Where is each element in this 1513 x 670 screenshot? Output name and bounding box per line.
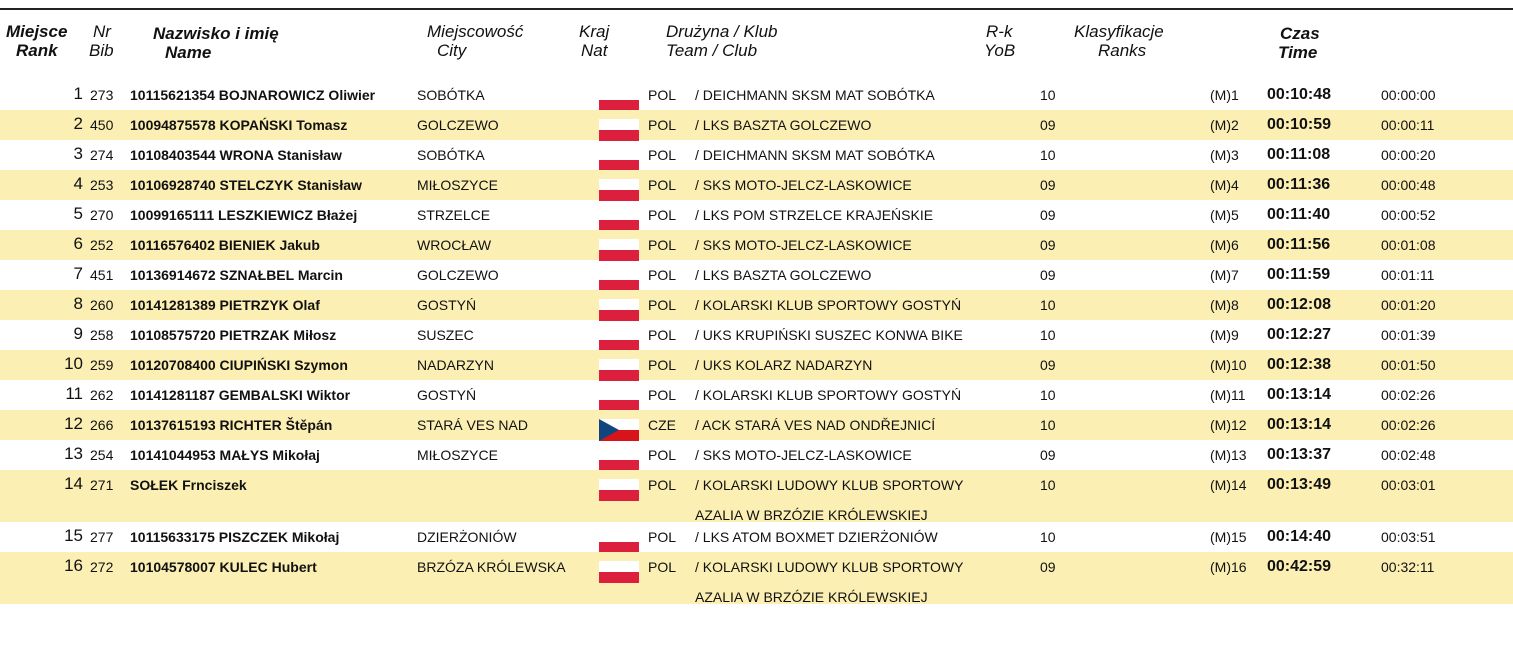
header-team-en: Team / Club: [666, 41, 758, 60]
polish-flag-icon: [599, 149, 639, 171]
nat-cell: CZE: [648, 417, 676, 433]
bib-cell: 254: [90, 447, 114, 463]
yob-cell: 10: [1040, 327, 1056, 343]
table-row: [0, 350, 1513, 380]
czech-flag-icon: [599, 419, 639, 441]
time-cell: 00:11:56: [1267, 236, 1331, 253]
team-cell: / LKS BASZTA GOLCZEWO: [695, 117, 872, 133]
polish-flag-icon: [599, 449, 639, 471]
city-cell: GOSTYŃ: [417, 387, 477, 403]
nat-cell: POL: [648, 559, 677, 575]
time-cell: 00:12:38: [1267, 356, 1332, 373]
yob-cell: 10: [1040, 529, 1056, 545]
bib-cell: 272: [90, 559, 114, 575]
gap-cell: 00:00:20: [1381, 147, 1436, 163]
city-cell: BRZÓZA KRÓLEWSKA: [417, 559, 566, 575]
time-cell: 00:42:59: [1267, 558, 1332, 575]
polish-flag-icon: [599, 531, 639, 553]
nat-cell: POL: [648, 237, 677, 253]
rank-cell: 7: [73, 264, 83, 283]
yob-cell: 09: [1040, 357, 1056, 373]
header-ranks-pl: Klasyfikacje: [1074, 22, 1164, 41]
gap-cell: 00:01:20: [1381, 297, 1436, 313]
rank-cell: 2: [73, 114, 83, 133]
team-cell: / KOLARSKI LUDOWY KLUB SPORTOWY: [695, 559, 964, 575]
category-rank-cell: (M)11: [1210, 387, 1246, 403]
nat-cell: POL: [648, 297, 677, 313]
yob-cell: 09: [1040, 559, 1056, 575]
bib-cell: 266: [90, 417, 114, 433]
nat-cell: POL: [648, 147, 677, 163]
rank-cell: 11: [65, 384, 83, 403]
name-cell: 10108575720 PIETRZAK Miłosz: [130, 327, 337, 343]
header-rank-en: Rank: [16, 41, 58, 60]
rank-cell: 1: [73, 84, 83, 103]
header-bib-pl: Nr: [93, 22, 111, 41]
time-cell: 00:13:14: [1267, 416, 1332, 433]
category-rank-cell: (M)3: [1210, 147, 1239, 163]
bib-cell: 451: [90, 267, 114, 283]
yob-cell: 09: [1040, 207, 1056, 223]
gap-cell: 00:00:52: [1381, 207, 1436, 223]
city-cell: SOBÓTKA: [417, 147, 485, 163]
header-nat-pl: Kraj: [579, 22, 610, 41]
yob-cell: 09: [1040, 177, 1056, 193]
rank-cell: 9: [73, 324, 83, 343]
yob-cell: 10: [1040, 147, 1056, 163]
yob-cell: 10: [1040, 87, 1056, 103]
city-cell: MIŁOSZYCE: [417, 177, 498, 193]
city-cell: SOBÓTKA: [417, 87, 485, 103]
time-cell: 00:14:40: [1267, 528, 1332, 545]
gap-cell: 00:01:50: [1381, 357, 1436, 373]
yob-cell: 10: [1040, 477, 1056, 493]
header-team: [666, 22, 778, 60]
table-row: [0, 200, 1513, 230]
gap-cell: 00:02:48: [1381, 447, 1436, 463]
yob-cell: 10: [1040, 387, 1056, 403]
bib-cell: 273: [90, 87, 114, 103]
bib-cell: 252: [90, 237, 114, 253]
table-row: [0, 290, 1513, 320]
gap-cell: 00:32:11: [1381, 559, 1435, 575]
gap-cell: 00:02:26: [1381, 417, 1436, 433]
rank-cell: 16: [64, 556, 83, 575]
rank-cell: 4: [73, 174, 83, 193]
category-rank-cell: (M)14: [1210, 477, 1247, 493]
team-cell: / DEICHMANN SKSM MAT SOBÓTKA: [695, 147, 935, 163]
polish-flag-icon: [599, 119, 639, 141]
yob-cell: 09: [1040, 267, 1056, 283]
table-row: [0, 380, 1513, 410]
city-cell: STARÁ VES NAD: [417, 417, 528, 433]
category-rank-cell: (M)8: [1210, 297, 1239, 313]
team-cell: / LKS BASZTA GOLCZEWO: [695, 267, 872, 283]
header-ranks-en: Ranks: [1098, 41, 1147, 60]
nat-cell: POL: [648, 529, 677, 545]
team-cell-line2: AZALIA W BRZÓZIE KRÓLEWSKIEJ: [695, 589, 928, 605]
header-time: [1280, 24, 1320, 62]
header-ranks: [1074, 22, 1164, 60]
name-cell: 10108403544 WRONA Stanisław: [130, 147, 342, 163]
bib-cell: 274: [90, 147, 114, 163]
yob-cell: 09: [1040, 237, 1056, 253]
city-cell: DZIERŻONIÓW: [417, 529, 517, 545]
yob-cell: 10: [1040, 297, 1056, 313]
header-city-en: City: [437, 41, 467, 60]
rank-cell: 10: [64, 354, 83, 373]
time-cell: 00:11:08: [1267, 146, 1331, 163]
category-rank-cell: (M)16: [1210, 559, 1247, 575]
nat-cell: POL: [648, 327, 677, 343]
city-cell: GOLCZEWO: [417, 117, 499, 133]
team-cell-line2: AZALIA W BRZÓZIE KRÓLEWSKIEJ: [695, 507, 928, 523]
polish-flag-icon: [599, 389, 639, 411]
category-rank-cell: (M)15: [1210, 529, 1247, 545]
team-cell: / SKS MOTO-JELCZ-LASKOWICE: [695, 177, 912, 193]
city-cell: WROCŁAW: [417, 237, 492, 253]
polish-flag-icon: [599, 239, 639, 261]
name-cell: 10116576402 BIENIEK Jakub: [130, 237, 320, 253]
gap-cell: 00:00:48: [1381, 177, 1436, 193]
header-bib: [89, 22, 114, 60]
table-row: [0, 260, 1513, 290]
city-cell: GOSTYŃ: [417, 297, 477, 313]
name-cell: 10136914672 SZNAŁBEL Marcin: [130, 267, 343, 283]
category-rank-cell: (M)10: [1210, 357, 1247, 373]
city-cell: STRZELCE: [417, 207, 491, 223]
polish-flag-icon: [599, 299, 639, 321]
bib-cell: 277: [90, 529, 114, 545]
city-cell: NADARZYN: [417, 357, 495, 373]
yob-cell: 09: [1040, 117, 1056, 133]
team-cell: / ACK STARÁ VES NAD ONDŘEJNICÍ: [695, 417, 936, 433]
header-time-en: Time: [1278, 43, 1318, 62]
rank-cell: 6: [73, 234, 83, 253]
rank-cell: 14: [64, 474, 83, 493]
category-rank-cell: (M)5: [1210, 207, 1239, 223]
name-cell: 10141044953 MAŁYS Mikołaj: [130, 447, 320, 463]
polish-flag-icon: [599, 561, 639, 583]
name-cell: SOŁEK Frnciszek: [130, 477, 247, 493]
rank-cell: 3: [73, 144, 83, 163]
table-row: [0, 320, 1513, 350]
header-name: [153, 24, 279, 62]
name-cell: 10137615193 RICHTER Štěpán: [130, 417, 333, 433]
category-rank-cell: (M)6: [1210, 237, 1239, 253]
time-cell: 00:12:08: [1267, 296, 1332, 313]
header-name-en: Name: [165, 43, 212, 62]
nat-cell: POL: [648, 207, 677, 223]
header-time-pl: Czas: [1280, 24, 1320, 43]
rank-cell: 5: [73, 204, 83, 223]
polish-flag-icon: [599, 479, 639, 501]
city-cell: SUSZEC: [417, 327, 474, 343]
polish-flag-icon: [599, 209, 639, 231]
rank-cell: 13: [64, 444, 83, 463]
team-cell: / KOLARSKI LUDOWY KLUB SPORTOWY: [695, 477, 964, 493]
team-cell: / KOLARSKI KLUB SPORTOWY GOSTYŃ: [695, 387, 962, 403]
table-row: [0, 110, 1513, 140]
polish-flag-icon: [599, 179, 639, 201]
city-cell: MIŁOSZYCE: [417, 447, 498, 463]
header-nat: [579, 22, 609, 60]
header-yob: [986, 22, 1015, 60]
gap-cell: 00:03:51: [1381, 529, 1436, 545]
team-cell: / KOLARSKI KLUB SPORTOWY GOSTYŃ: [695, 297, 962, 313]
team-cell: / DEICHMANN SKSM MAT SOBÓTKA: [695, 87, 935, 103]
time-cell: 00:11:40: [1267, 206, 1331, 223]
gap-cell: 00:02:26: [1381, 387, 1436, 403]
nat-cell: POL: [648, 117, 677, 133]
header-top-rule: [0, 8, 1513, 10]
name-cell: 10115621354 BOJNAROWICZ Oliwier: [130, 87, 376, 103]
gap-cell: 00:01:39: [1381, 327, 1436, 343]
header-yob-pl: R-k: [986, 22, 1013, 41]
nat-cell: POL: [648, 87, 677, 103]
gap-cell: 00:01:11: [1381, 267, 1435, 283]
category-rank-cell: (M)12: [1210, 417, 1247, 433]
table-row: [0, 140, 1513, 170]
nat-cell: POL: [648, 387, 677, 403]
bib-cell: 262: [90, 387, 114, 403]
category-rank-cell: (M)1: [1210, 87, 1239, 103]
header-bib-en: Bib: [89, 41, 114, 60]
name-cell: 10115633175 PISZCZEK Mikołaj: [130, 529, 340, 545]
time-cell: 00:10:48: [1267, 86, 1332, 103]
name-cell: 10094875578 KOPAŃSKI Tomasz: [130, 117, 348, 133]
nat-cell: POL: [648, 477, 677, 493]
gap-cell: 00:00:00: [1381, 87, 1436, 103]
table-row: [0, 410, 1513, 440]
bib-cell: 260: [90, 297, 114, 313]
polish-flag-icon: [599, 359, 639, 381]
table-row: [0, 552, 1513, 604]
bib-cell: 253: [90, 177, 114, 193]
gap-cell: 00:03:01: [1381, 477, 1436, 493]
header-team-pl: Drużyna / Klub: [666, 22, 778, 41]
nat-cell: POL: [648, 447, 677, 463]
header-city-pl: Miejscowość: [427, 22, 524, 41]
name-cell: 10120708400 CIUPIŃSKI Szymon: [130, 357, 348, 373]
nat-cell: POL: [648, 357, 677, 373]
city-cell: GOLCZEWO: [417, 267, 499, 283]
bib-cell: 270: [90, 207, 114, 223]
time-cell: 00:12:27: [1267, 326, 1332, 343]
time-cell: 00:13:14: [1267, 386, 1332, 403]
table-row: [0, 80, 1513, 110]
team-cell: / LKS POM STRZELCE KRAJEŃSKIE: [695, 207, 934, 223]
table-row: [0, 522, 1513, 552]
time-cell: 00:13:49: [1267, 476, 1332, 493]
bib-cell: 258: [90, 327, 114, 343]
category-rank-cell: (M)4: [1210, 177, 1239, 193]
name-cell: 10141281389 PIETRZYK Olaf: [130, 297, 320, 313]
category-rank-cell: (M)9: [1210, 327, 1239, 343]
header-nat-en: Nat: [581, 41, 608, 60]
team-cell: / LKS ATOM BOXMET DZIERŻONIÓW: [695, 529, 938, 545]
time-cell: 00:13:37: [1267, 446, 1332, 463]
header-rank: [6, 22, 67, 60]
bib-cell: 450: [90, 117, 114, 133]
rank-cell: 8: [73, 294, 83, 313]
header-yob-en: YoB: [984, 41, 1016, 60]
header-name-pl: Nazwisko i imię: [153, 24, 279, 43]
table-row: [0, 230, 1513, 260]
bib-cell: 259: [90, 357, 114, 373]
table-row: [0, 470, 1513, 522]
table-row: [0, 440, 1513, 470]
gap-cell: 00:01:08: [1381, 237, 1436, 253]
yob-cell: 10: [1040, 417, 1056, 433]
name-cell: 10104578007 KULEC Hubert: [130, 559, 317, 575]
name-cell: 10106928740 STELCZYK Stanisław: [130, 177, 362, 193]
gap-cell: 00:00:11: [1381, 117, 1435, 133]
polish-flag-icon: [599, 269, 639, 291]
category-rank-cell: (M)7: [1210, 267, 1239, 283]
team-cell: / SKS MOTO-JELCZ-LASKOWICE: [695, 237, 912, 253]
yob-cell: 09: [1040, 447, 1056, 463]
nat-cell: POL: [648, 267, 677, 283]
polish-flag-icon: [599, 329, 639, 351]
time-cell: 00:11:36: [1267, 176, 1331, 193]
rank-cell: 15: [64, 526, 83, 545]
header-city: [427, 22, 523, 60]
header-rank-pl: Miejsce: [6, 22, 68, 41]
polish-flag-icon: [599, 89, 639, 111]
bib-cell: 271: [90, 477, 114, 493]
team-cell: / UKS KOLARZ NADARZYN: [695, 357, 873, 373]
team-cell: / SKS MOTO-JELCZ-LASKOWICE: [695, 447, 912, 463]
name-cell: 10099165111 LESZKIEWICZ Błażej: [130, 207, 358, 223]
name-cell: 10141281187 GEMBALSKI Wiktor: [130, 387, 351, 403]
table-row: [0, 170, 1513, 200]
time-cell: 00:11:59: [1267, 266, 1331, 283]
category-rank-cell: (M)13: [1210, 447, 1247, 463]
team-cell: / UKS KRUPIŃSKI SUSZEC KONWA BIKE: [695, 327, 963, 343]
rank-cell: 12: [64, 414, 83, 433]
nat-cell: POL: [648, 177, 677, 193]
time-cell: 00:10:59: [1267, 116, 1332, 133]
category-rank-cell: (M)2: [1210, 117, 1239, 133]
